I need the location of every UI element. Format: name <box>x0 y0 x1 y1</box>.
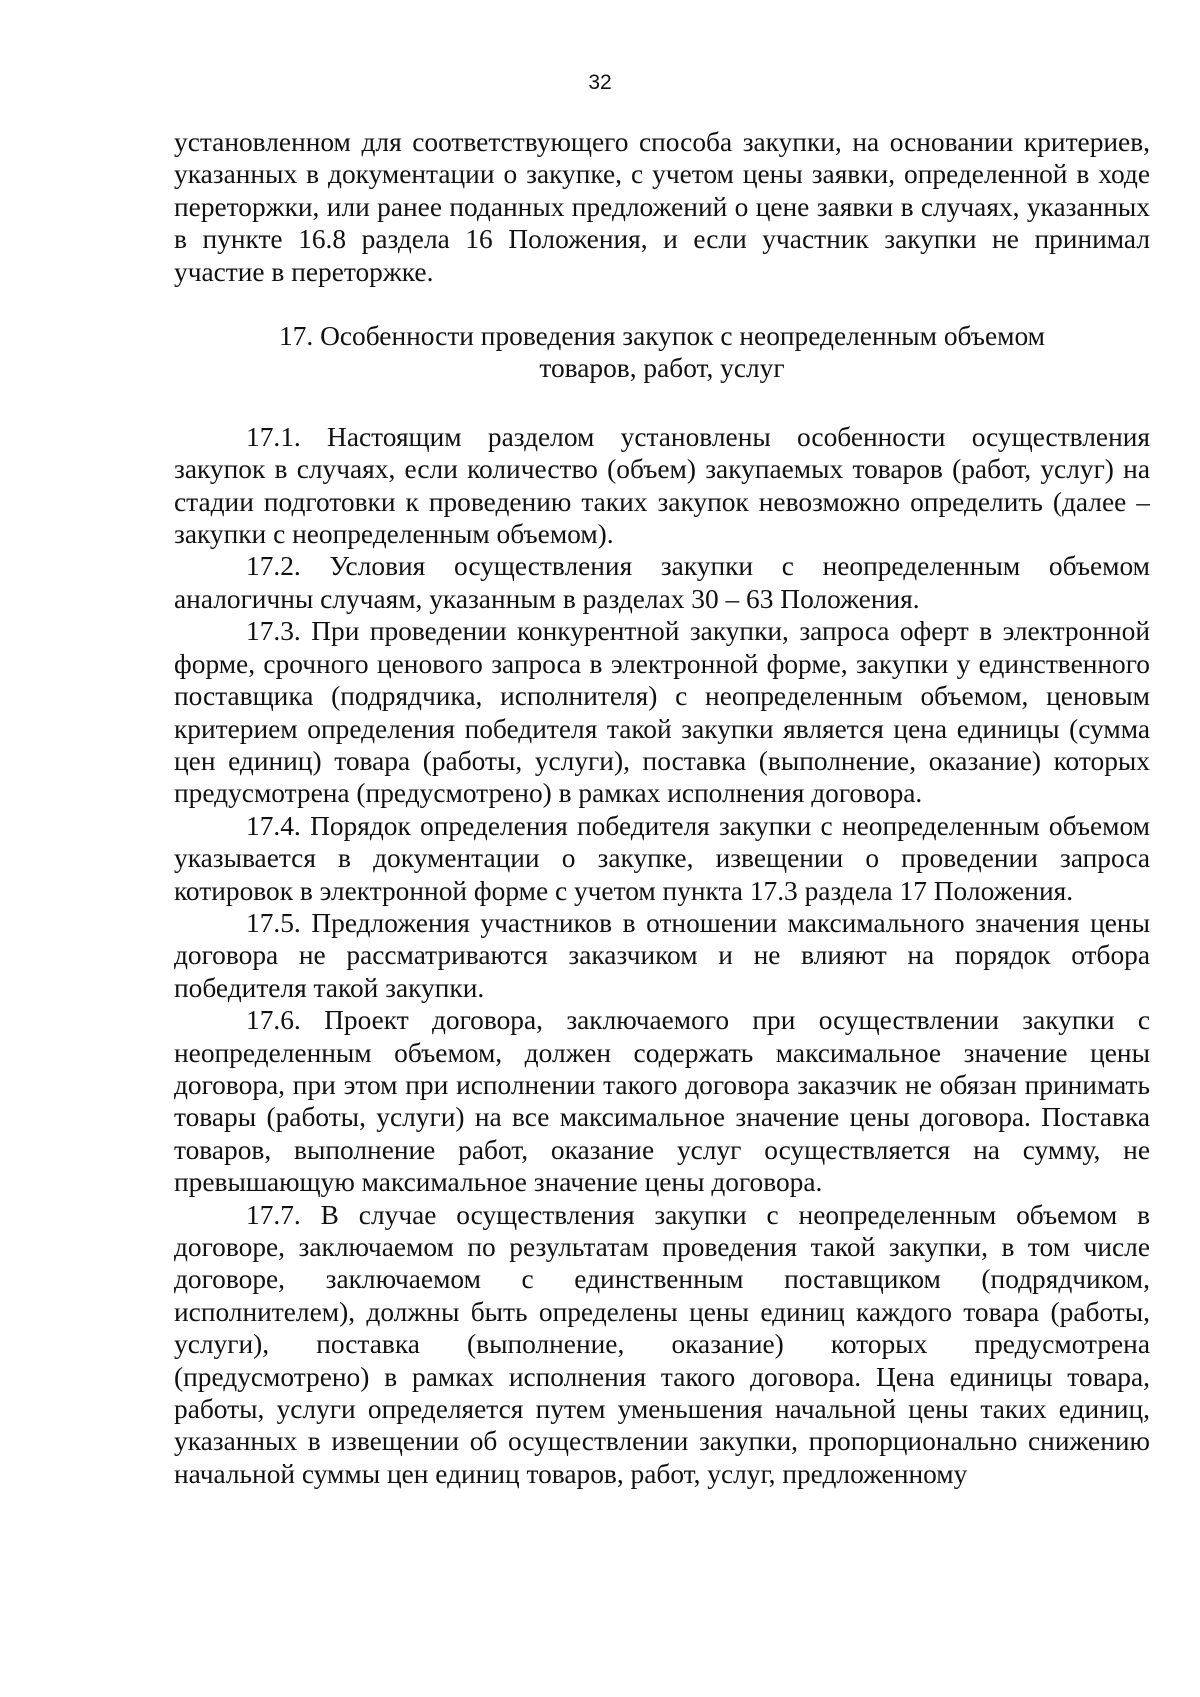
section-heading-line-1: 17. Особенности проведения закупок с неопределенным объемом <box>279 321 1045 352</box>
intro-paragraph: установленном для соответствующего способа закупки, на основании критериев, указанных в документации о закупке, с учетом цены заявки, определенной в ходе переторжки, или ранее поданных предложений о цене заявки в случаях, указанных в пункте 16.8 раздела 16 Положения, и если участник закупки не принимал участие в переторжке. <box>174 127 1150 287</box>
document-body <box>174 126 1150 1490</box>
section-heading-line-2: товаров, работ, услуг <box>539 353 785 384</box>
clause-17-3: 17.3. При проведении конкурентной закупки, запроса оферт в электронной форме, срочного ценового запроса в электронной форме, закупки у единственного поставщика (подрядчика, исполнителя) с неопределенным объемом, ценовым критерием определения победителя такой закупки является цена единицы (сумма цен единиц) товара (работы, услуги), поставка (выполнение, оказание) которых предусмотрена (предусмотрено) в рамках исполнения договора. <box>174 616 1150 809</box>
section-heading <box>174 320 1150 385</box>
clause-17-4: 17.4. Порядок определения победителя закупки с неопределенным объемом указывается в документации о закупке, извещении о проведении запроса котировок в электронной форме с учетом пункта 17.3 раздела 17 Положения. <box>174 810 1150 906</box>
clause-17-1: 17.1. Настоящим разделом установлены особенности осуществления закупок в случаях, если количество (объем) закупаемых товаров (работ, услуг) на стадии подготовки к проведению таких закупок невозможно определить (далее – закупки с неопределенным объемом). <box>174 421 1150 550</box>
page-number: 32 <box>588 71 612 94</box>
clause-17-2: 17.2. Условия осуществления закупки с неопределенным объемом аналогичны случаям, указанным в разделах 30 – 63 Положения. <box>174 551 1150 614</box>
clause-17-7: 17.7. В случае осуществления закупки с неопределенным объемом в договоре, заключаемом по результатам проведения такой закупки, в том числе договоре, заключаемом с единственным поставщиком (подрядчиком, исполнителем), должны быть определены цены единиц каждого товара (работы, услуги), поставка (выполнение, оказание) которых предусмотрена (предусмотрено) в рамках исполнения такого договора. Цена единицы товара, работы, услуги определяется путем уменьшения начальной цены таких единиц, указанных в извещении об осуществлении закупки, пропорционально снижению начальной суммы цен единиц товаров, работ, услуг, предложенному <box>174 1199 1150 1489</box>
clause-17-6: 17.6. Проект договора, заключаемого при осуществлении закупки с неопределенным объемом, должен содержать максимальное значение цены договора, при этом при исполнении такого договора заказчик не обязан принимать товары (работы, услуги) на все максимальное значение цены договора. Поставка товаров, выполнение работ, оказание услуг осуществляется на сумму, не превышающую максимальное значение цены договора. <box>174 1005 1150 1198</box>
clause-17-5: 17.5. Предложения участников в отношении максимального значения цены договора не рассматриваются заказчиком и не влияют на порядок отбора победителя такой закупки. <box>174 907 1150 1003</box>
